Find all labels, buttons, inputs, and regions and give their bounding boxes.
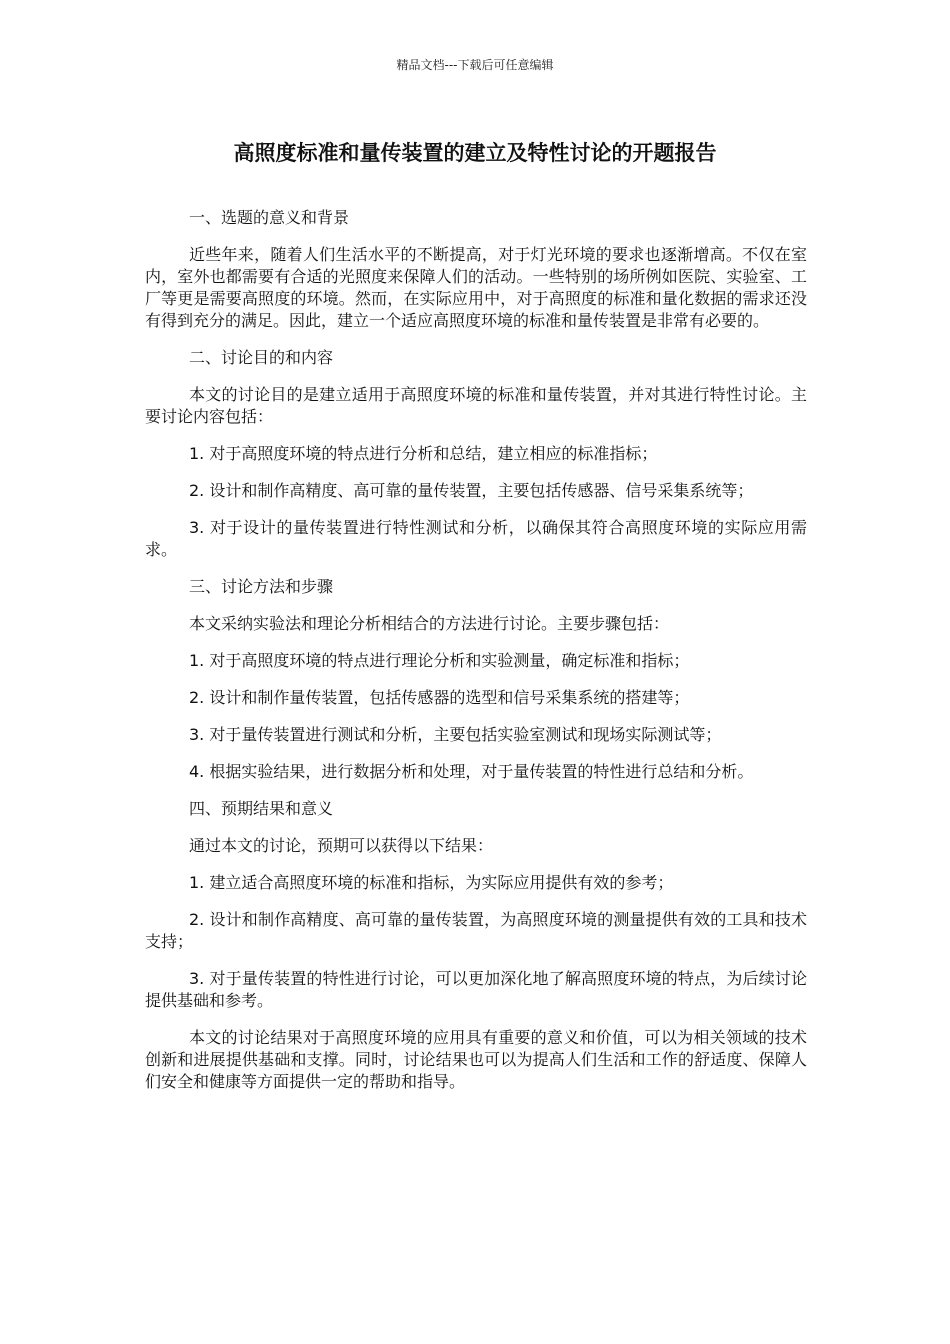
list-item: 3. 对于量传装置的特性进行讨论，可以更加深化地了解高照度环境的特点，为后续讨论提供基础和参考。 — [145, 969, 807, 1010]
list-item: 2. 设计和制作高精度、高可靠的量传装置，为高照度环境的测量提供有效的工具和技术支持； — [145, 910, 807, 951]
list-item: 4. 根据实验结果，进行数据分析和处理，对于量传装置的特性进行总结和分析。 — [189, 762, 754, 781]
list-item: 3. 对于量传装置进行测试和分析，主要包括实验室测试和现场实际测试等； — [189, 725, 722, 744]
section-heading-1: 一、选题的意义和背景 — [189, 208, 350, 227]
list-item: 1. 对于高照度环境的特点进行理论分析和实验测量，确定标准和指标； — [189, 651, 690, 670]
section-heading-3: 三、讨论方法和步骤 — [189, 577, 334, 596]
list-item: 2. 设计和制作高精度、高可靠的量传装置，主要包括传感器、信号采集系统等； — [189, 481, 754, 500]
list-item: 2. 设计和制作量传装置，包括传感器的选型和信号采集系统的搭建等； — [189, 688, 690, 707]
list-item: 1. 建立适合高照度环境的标准和指标，为实际应用提供有效的参考； — [189, 873, 674, 892]
document-title: 高照度标准和量传装置的建立及特性讨论的开题报告 — [233, 141, 717, 165]
section-heading-2: 二、讨论目的和内容 — [189, 348, 334, 367]
header-note: 精品文档---下载后可任意编辑 — [396, 58, 554, 72]
paragraph: 通过本文的讨论，预期可以获得以下结果： — [189, 836, 494, 855]
document-body — [145, 207, 807, 1108]
section-heading-4: 四、预期结果和意义 — [189, 799, 334, 818]
paragraph: 本文的讨论目的是建立适用于高照度环境的标准和量传装置，并对其进行特性讨论。主要讨论内容包括： — [145, 385, 807, 426]
paragraph: 本文的讨论结果对于高照度环境的应用具有重要的意义和价值，可以为相关领域的技术创新和进展提供基础和支撑。同时，讨论结果也可以为提高人们生活和工作的舒适度、保障人们安全和健康等方面提供一定的帮助和指导。 — [145, 1028, 807, 1091]
paragraph: 近些年来，随着人们生活水平的不断提高，对于灯光环境的要求也逐渐增高。不仅在室内，室外也都需要有合适的光照度来保障人们的活动。一些特别的场所例如医院、实验室、工厂等更是需要高照度的环境。然而，在实际应用中，对于高照度的标准和量化数据的需求还没有得到充分的满足。因此，建立一个适应高照度环境的标准和量传装置是非常有必要的。 — [145, 245, 807, 330]
list-item: 1. 对于高照度环境的特点进行分析和总结，建立相应的标准指标； — [189, 444, 658, 463]
paragraph: 本文采纳实验法和理论分析相结合的方法进行讨论。主要步骤包括： — [189, 614, 670, 633]
list-item: 3. 对于设计的量传装置进行特性测试和分析，以确保其符合高照度环境的实际应用需求。 — [145, 518, 807, 559]
